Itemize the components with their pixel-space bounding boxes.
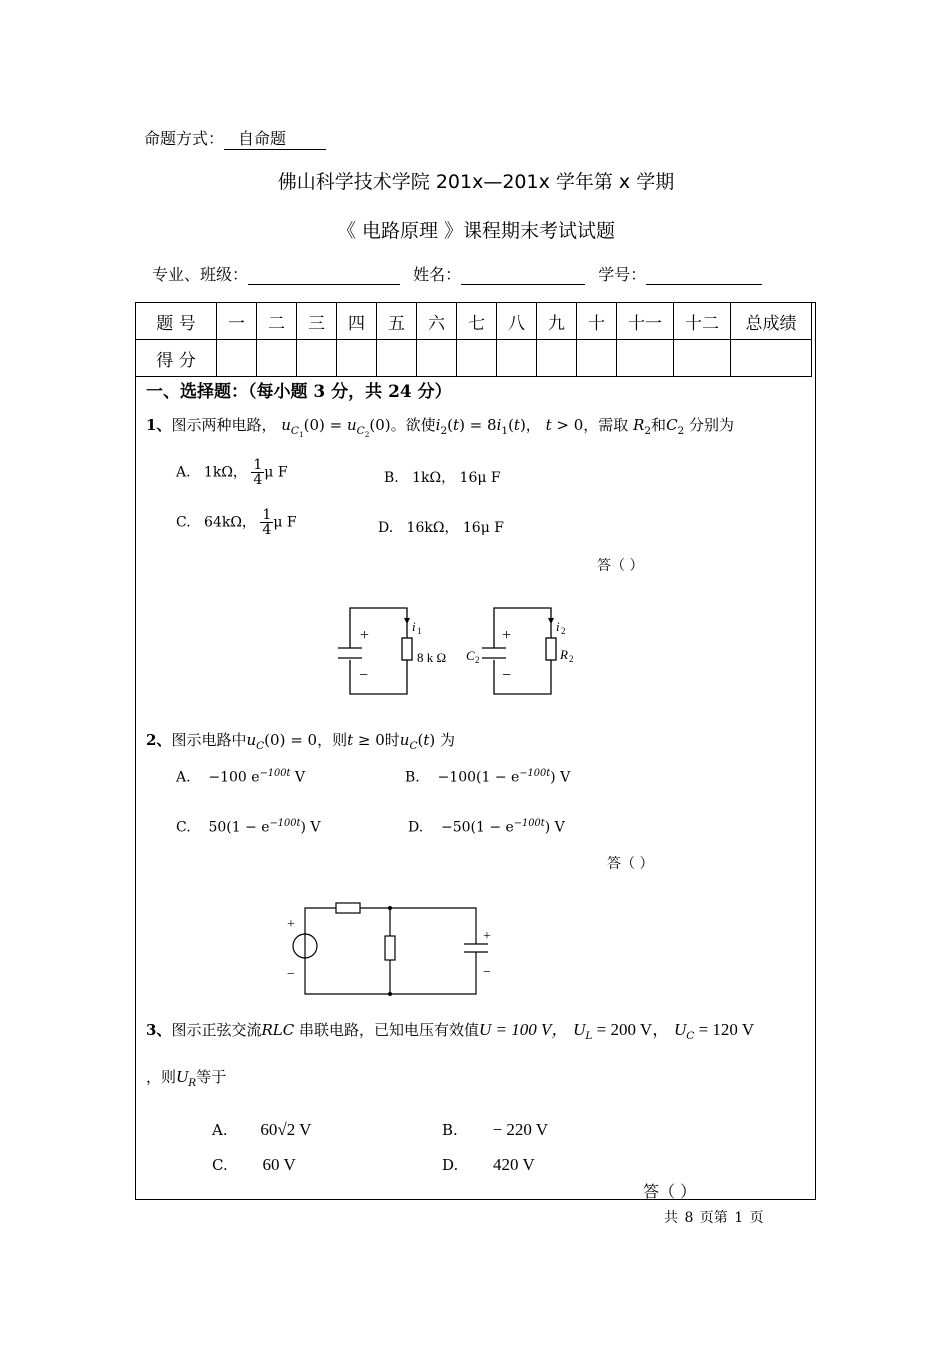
q2-number: 2、: [146, 731, 172, 749]
option-unit: ) V: [300, 819, 321, 836]
q2-option-d[interactable]: [408, 818, 565, 836]
option-value: − 220 V: [492, 1120, 549, 1139]
col-header: 二: [257, 303, 297, 340]
col-header: 九: [537, 303, 577, 340]
score-table-header-row: [136, 303, 812, 340]
frac-num: 1: [262, 507, 272, 523]
q3-number: 3、: [146, 1021, 172, 1039]
resistor-8k-label: 8 k Ω: [417, 650, 447, 665]
q3-stem-line2: [146, 1066, 226, 1089]
capacitor-c2-sub: 2: [475, 655, 480, 665]
proposition-method: [144, 126, 326, 150]
minus-sign: −: [502, 667, 512, 684]
score-cell[interactable]: [217, 340, 257, 377]
score-cell[interactable]: [337, 340, 377, 377]
q2-option-a[interactable]: [176, 768, 305, 786]
option-label: A.: [176, 769, 191, 786]
option-value: 60√2 V: [260, 1120, 312, 1139]
current-i1-label: i: [412, 619, 416, 634]
resistor-r2-label: R: [560, 647, 568, 662]
score-cell[interactable]: [377, 340, 417, 377]
q3-rlc: RLC: [261, 1021, 295, 1039]
q3-eq-ul-val: = 200 V，: [592, 1020, 670, 1039]
q2-stem-text: 时: [384, 731, 400, 749]
plus-sign: +: [360, 627, 370, 644]
score-cell[interactable]: [674, 340, 731, 377]
score-cell[interactable]: [497, 340, 537, 377]
col-header: 十一: [617, 303, 674, 340]
q3-answer[interactable]: 答（ ）: [643, 1182, 697, 1201]
q1-option-c[interactable]: [176, 508, 297, 537]
option-unit: μ F: [273, 514, 297, 531]
q2-stem: 2、图示电路中$u_C(0) = 0$，则t ≥ 0时$u_C(t)$ 为: [146, 731, 456, 752]
option-unit: V: [290, 769, 305, 786]
id-field[interactable]: [646, 268, 762, 285]
col-header: 七: [457, 303, 497, 340]
option-value: −100(1 − e: [437, 769, 520, 786]
q1-option-b[interactable]: [384, 467, 501, 487]
q3-stem-text: 等于: [196, 1068, 227, 1086]
option-label: C.: [176, 819, 191, 836]
col-header: 六: [417, 303, 457, 340]
score-cell[interactable]: [617, 340, 674, 377]
q2-stem-text: ，则: [317, 731, 348, 749]
current-i2-sub: 2: [561, 626, 566, 636]
option-label: D.: [442, 1156, 459, 1174]
option-exponent: −100t: [519, 768, 551, 779]
option-label: A.: [212, 1121, 228, 1139]
option-label: B.: [442, 1121, 458, 1139]
option-label: B.: [405, 769, 420, 786]
major-field[interactable]: [248, 268, 400, 285]
name-label: 姓名：: [413, 265, 462, 284]
q1-option-d[interactable]: [378, 517, 504, 537]
fraction: [260, 508, 273, 537]
col-header: 十二: [674, 303, 731, 340]
q3-ur: U: [176, 1067, 189, 1086]
q1-stem-text: 。欲使: [390, 416, 436, 434]
q3-stem-text: 串联电路，已知电压有效值: [294, 1021, 479, 1039]
score-cell[interactable]: [457, 340, 497, 377]
score-cell[interactable]: [577, 340, 617, 377]
q1-circuit-diagram: [330, 598, 600, 704]
q3-stem-line1: [146, 1015, 754, 1042]
method-value: 自命题: [224, 126, 326, 150]
col-header: 十: [577, 303, 617, 340]
q2-stem-text: 为: [440, 731, 456, 749]
option-value: −50(1 − e: [441, 819, 514, 836]
q1-answer[interactable]: 答（ ）: [597, 558, 644, 574]
page-footer: 共 8 页第 1 页: [664, 1210, 764, 1226]
option-value: 50(1 − e: [208, 819, 270, 836]
q3-eq-uc: U: [674, 1020, 687, 1039]
q3-ur-sub: R: [188, 1077, 197, 1089]
exam-title-line2: 《 电路原理 》课程期末考试试题: [336, 220, 616, 242]
q1-stem-text: 和: [651, 416, 667, 434]
score-table-score-row: [136, 340, 812, 377]
q3-option-a[interactable]: [212, 1120, 311, 1140]
capacitor-c2-label: C: [466, 648, 475, 663]
q2-stem-text: 图示电路中: [171, 731, 247, 749]
q2-option-b[interactable]: [405, 768, 570, 786]
current-i1-sub: 1: [417, 626, 422, 636]
score-cell[interactable]: [417, 340, 457, 377]
q3-option-c[interactable]: [212, 1155, 296, 1175]
id-label: 学号：: [598, 265, 647, 284]
option-unit: ) V: [550, 769, 571, 786]
q3-option-d[interactable]: [442, 1155, 535, 1175]
q1-stem: 1、图示两种电路， $u_{C_1}(0) = u_{C_2}(0)$。欲使$i_2(t) = 8i_1(t)$， t > 0，需取 $R_2$和$C_2$ 分别为: [146, 416, 735, 440]
source-minus-sign: −: [287, 967, 295, 982]
q3-eq-ul-sub: L: [585, 1030, 593, 1042]
option-exponent: −100t: [259, 768, 291, 779]
exam-title-line1: 佛山科学技术学院 201x—201x 学年第 x 学期: [277, 171, 675, 193]
option-value: 16kΩ， 16μ F: [406, 520, 504, 536]
col-header: 八: [497, 303, 537, 340]
col-header: 一: [217, 303, 257, 340]
option-label: C.: [212, 1156, 228, 1174]
q1-stem-text: 图示两种电路，: [171, 416, 277, 434]
q2-circuit-diagram: [280, 898, 510, 1002]
option-value: −100 e: [208, 769, 260, 786]
q1-option-a[interactable]: [176, 458, 288, 487]
col-header: 题 号: [136, 303, 217, 340]
score-table: [135, 302, 812, 377]
q3-stem-text: 图示正弦交流: [171, 1021, 262, 1039]
q3-eq-u: U = 100 V，: [478, 1020, 569, 1039]
frac-num: 1: [253, 457, 263, 473]
score-cell[interactable]: [731, 340, 812, 377]
option-unit: μ F: [264, 464, 288, 481]
frac-den: 4: [253, 472, 263, 488]
score-cell[interactable]: [257, 340, 297, 377]
q2-answer[interactable]: 答（ ）: [607, 856, 654, 872]
fraction: [251, 458, 264, 487]
capacitor-plus-sign: +: [483, 929, 491, 944]
option-value: 64kΩ，: [204, 514, 256, 531]
col-header: 四: [337, 303, 377, 340]
score-cell[interactable]: [297, 340, 337, 377]
option-label: C.: [176, 514, 191, 531]
score-row-label: 得 分: [136, 340, 217, 377]
name-field[interactable]: [461, 268, 585, 285]
option-exponent: −100t: [269, 818, 301, 829]
q3-stem-text: ，则: [146, 1068, 177, 1086]
option-value: 1kΩ， 16μ F: [412, 470, 501, 486]
option-exponent: −100t: [513, 818, 545, 829]
resistor-r2-sub: 2: [569, 654, 574, 664]
student-info-line: [152, 262, 762, 285]
q2-option-c[interactable]: [176, 818, 320, 836]
major-label: 专业、班级：: [152, 265, 249, 284]
minus-sign: −: [359, 667, 369, 684]
option-unit: ) V: [544, 819, 565, 836]
method-label: 命题方式：: [144, 129, 225, 148]
q1-stem-text: 分别为: [689, 416, 735, 434]
q3-eq-uc-val: = 120 V: [694, 1020, 755, 1039]
capacitor-minus-sign: −: [483, 965, 491, 980]
option-value: 60 V: [262, 1155, 296, 1174]
option-label: A.: [176, 464, 191, 481]
score-cell[interactable]: [537, 340, 577, 377]
q3-eq-uc-sub: C: [686, 1030, 695, 1042]
option-label: D.: [408, 819, 424, 836]
q3-option-b[interactable]: [442, 1120, 548, 1140]
option-value: 420 V: [493, 1155, 535, 1174]
q1-number: 1、: [146, 416, 172, 434]
q1-stem-text: ，需取: [583, 416, 629, 434]
q3-eq-ul: U: [573, 1020, 586, 1039]
col-header: 三: [297, 303, 337, 340]
current-i2-label: i: [556, 619, 560, 634]
option-label: D.: [378, 520, 394, 536]
frac-den: 4: [262, 522, 272, 538]
section-heading: 一、选择题：（每小题 3 分，共 24 分）: [146, 382, 452, 402]
option-value: 1kΩ，: [203, 464, 247, 481]
option-label: B.: [384, 470, 399, 486]
source-plus-sign: +: [287, 917, 295, 932]
col-header: 五: [377, 303, 417, 340]
plus-sign: +: [502, 627, 512, 644]
col-header: 总成绩: [731, 303, 812, 340]
